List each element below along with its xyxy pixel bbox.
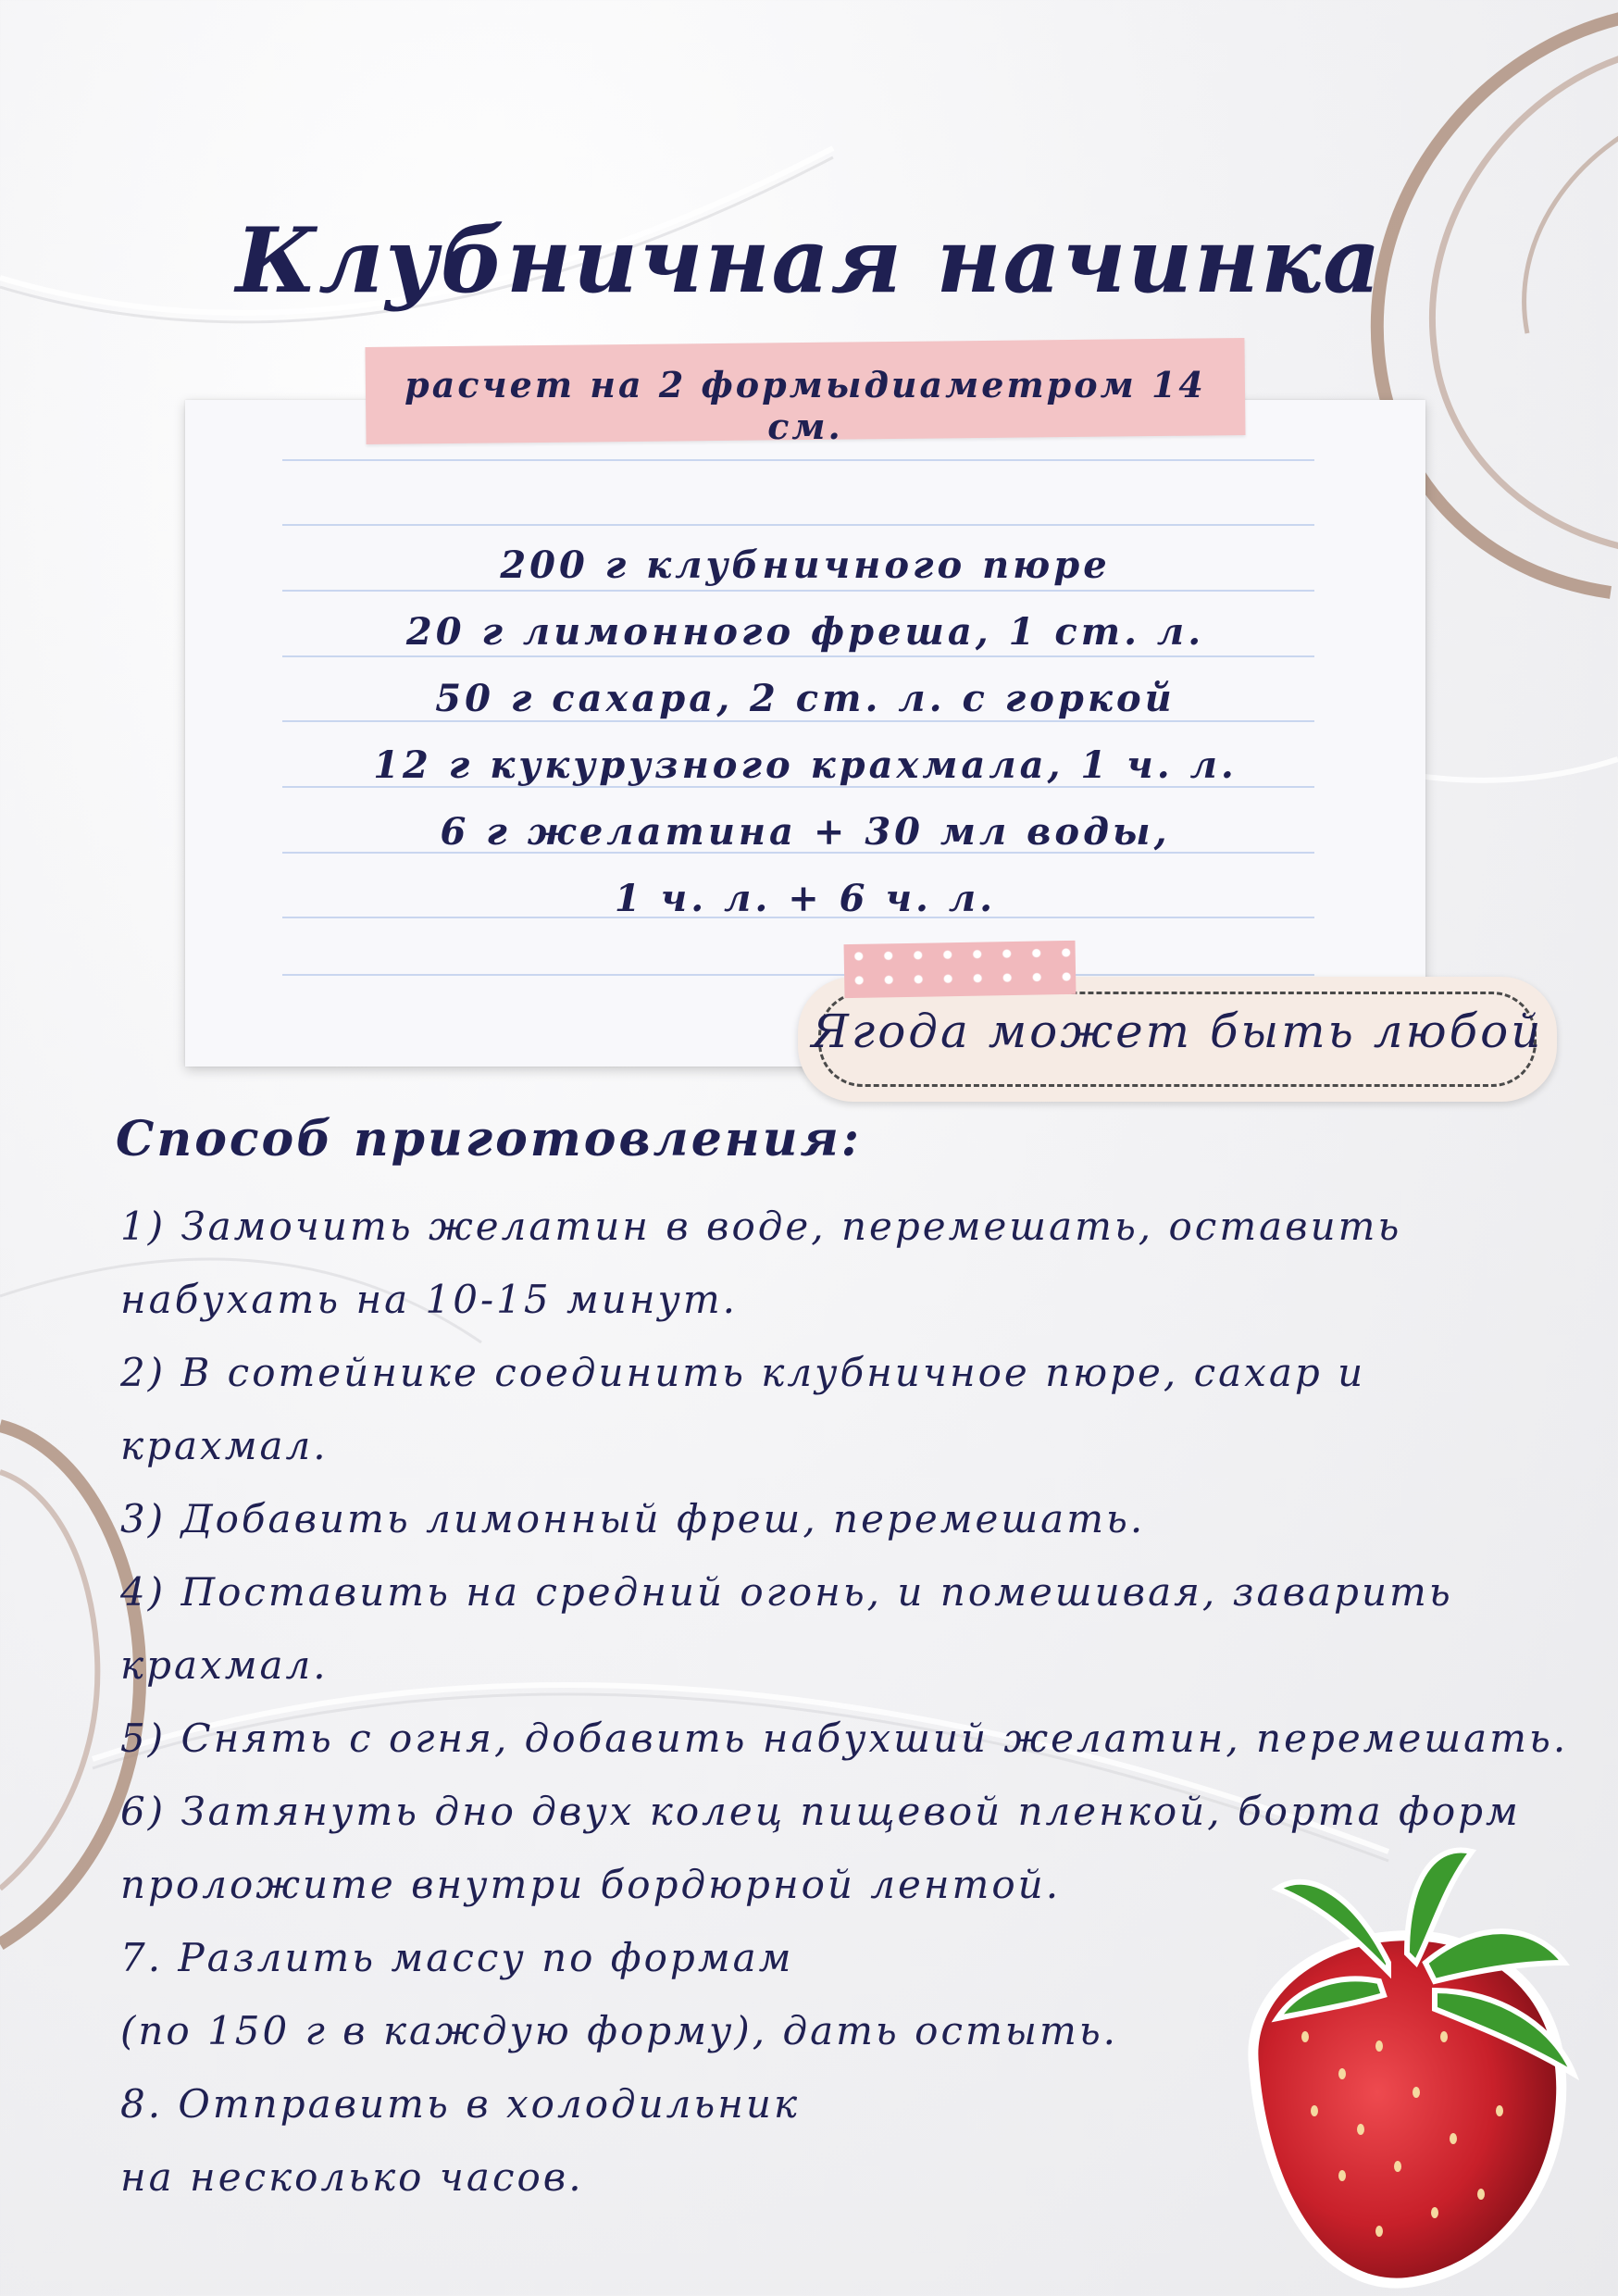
- step-line: 4) Поставить на средний огонь, и помешивая, заварить: [120, 1569, 1453, 1615]
- step-line: набухать на 10-15 минут.: [120, 1277, 739, 1322]
- step-line: (по 150 г в каждую форму), дать остыть.: [120, 2008, 1119, 2053]
- subtitle: расчет на 2 формыдиаметром 14 см.: [404, 364, 1206, 447]
- step-line: 6) Затянуть дно двух колец пищевой пленкой, борта форм: [120, 1789, 1521, 1834]
- step-line: 5) Снять с огня, добавить набухший желатин, перемешать.: [120, 1716, 1569, 1761]
- page-title: Клубничная начинка: [235, 208, 1383, 313]
- step-line: крахмал.: [120, 1642, 329, 1688]
- step-line: 3) Добавить лимонный фреш, перемешать.: [120, 1496, 1146, 1541]
- ingredient-item: 50 г сахара, 2 ст. л. с горкой: [435, 677, 1176, 720]
- ingredient-item: 6 г желатина + 30 мл воды,: [440, 810, 1171, 854]
- ingredient-list: [185, 532, 1425, 932]
- step-line: 7. Разлить массу по формам: [120, 1935, 794, 1980]
- ingredient-item: 200 г клубничного пюре: [500, 543, 1111, 587]
- step-line: 2) В сотейнике соединить клубничное пюре, сахар и: [120, 1350, 1366, 1395]
- ingredient-item: 12 г кукурузного крахмала, 1 ч. л.: [373, 743, 1238, 787]
- step-line: на несколько часов.: [120, 2154, 584, 2200]
- ingredient-item: 20 г лимонного фреша, 1 ст. л.: [405, 610, 1205, 654]
- method-steps: [120, 1190, 1569, 2214]
- method-heading: Способ приготовления:: [116, 1111, 863, 1167]
- note-text: Ягода может быть любой: [811, 1004, 1544, 1058]
- step-line: 8. Отправить в холодильник: [120, 2081, 801, 2127]
- ingredient-item: 1 ч. л. + 6 ч. л.: [614, 877, 997, 920]
- step-line: проложите внутри бордюрной лентой.: [120, 1862, 1062, 1907]
- step-line: 1) Замочить желатин в воде, перемешать, оставить: [120, 1204, 1402, 1249]
- step-line: крахмал.: [120, 1423, 329, 1468]
- washi-tape-dots: [844, 941, 1077, 998]
